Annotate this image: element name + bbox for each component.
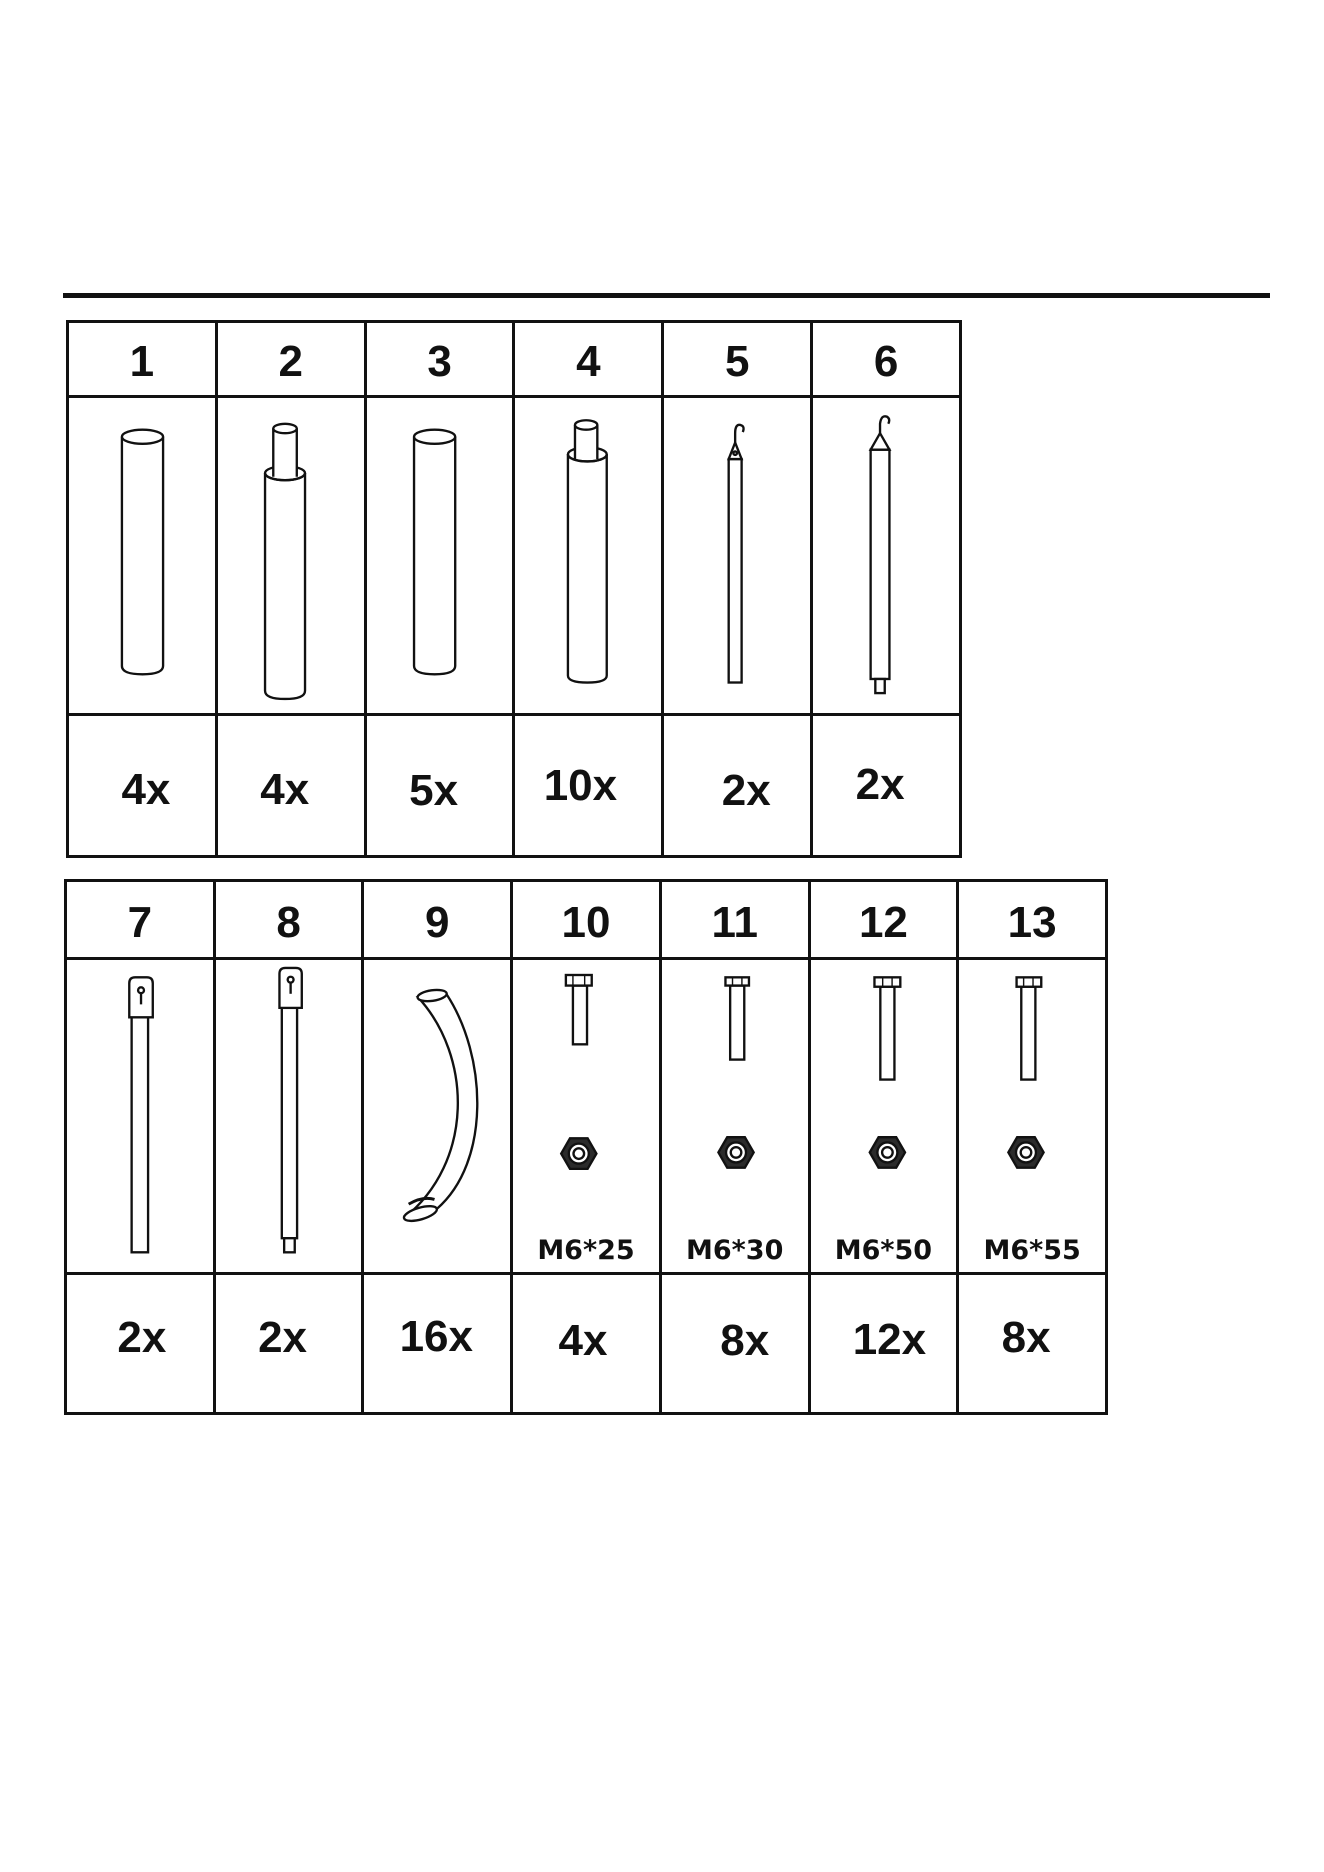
bolt-size-label: M6*50: [834, 1235, 933, 1266]
bolt-size-label: M6*25: [537, 1235, 635, 1266]
part-drawing-cell: [218, 398, 367, 716]
part-1-tube-drawing: [69, 398, 215, 713]
part-drawing-cell: [662, 960, 811, 1275]
part-drawing-cell: [959, 960, 1108, 1275]
part-number: 2: [218, 323, 367, 398]
part-9-curved-rib-drawing: [364, 960, 510, 1272]
part-number: 4: [515, 323, 664, 398]
part-quantity: 8x: [959, 1275, 1108, 1415]
part-2-tube-drawing: [218, 398, 364, 713]
nut-drawing: [561, 1138, 596, 1169]
nut-drawing: [869, 1137, 904, 1168]
part-5-hook-rod-drawing: [664, 398, 810, 713]
part-drawing-cell: [69, 398, 218, 716]
parts-table-2: [64, 879, 1108, 1415]
bolt-drawing: [725, 977, 749, 1059]
bolt-drawing: [1017, 977, 1042, 1079]
nut-drawing: [1009, 1137, 1044, 1168]
part-3-tube-drawing: [367, 398, 513, 713]
part-drawing-cell: [813, 398, 962, 716]
part-drawing-cell: [515, 398, 664, 716]
bolt-size-label: M6*30: [686, 1235, 784, 1266]
nut-drawing: [718, 1137, 753, 1168]
part-quantity: 16x: [364, 1275, 513, 1415]
part-number: 6: [813, 323, 962, 398]
bolt-size-label: M6*55: [983, 1235, 1081, 1266]
part-10-bolt-nut-drawing: [513, 960, 659, 1272]
part-quantity: 4x: [218, 716, 367, 858]
part-number: 12: [811, 882, 960, 960]
part-8-strap-drawing: [216, 960, 362, 1272]
part-number: 9: [364, 882, 513, 960]
part-drawing-cell: [367, 398, 516, 716]
part-number: 8: [216, 882, 365, 960]
part-number: 13: [959, 882, 1108, 960]
bolt-drawing: [874, 977, 900, 1079]
part-6-hook-rod-drawing: [813, 398, 959, 713]
bolt-drawing: [566, 975, 592, 1044]
part-drawing-cell: [67, 960, 216, 1275]
part-quantity: 2x: [216, 1275, 365, 1415]
part-quantity: 2x: [67, 1275, 216, 1415]
part-7-strap-drawing: [67, 960, 213, 1272]
part-drawing-cell: [513, 960, 662, 1275]
part-12-bolt-nut-drawing: [811, 960, 957, 1272]
divider-rule: [63, 293, 1270, 298]
part-drawing-cell: [364, 960, 513, 1275]
part-number: 11: [662, 882, 811, 960]
part-11-bolt-nut-drawing: [662, 960, 808, 1272]
part-quantity: 2x: [664, 716, 813, 858]
part-quantity: 4x: [69, 716, 218, 858]
part-quantity: 8x: [662, 1275, 811, 1415]
part-number: 10: [513, 882, 662, 960]
part-quantity: 5x: [367, 716, 516, 858]
part-number: 5: [664, 323, 813, 398]
part-number: 1: [69, 323, 218, 398]
part-drawing-cell: [811, 960, 960, 1275]
part-quantity: 12x: [811, 1275, 960, 1415]
part-drawing-cell: [216, 960, 365, 1275]
part-quantity: 2x: [813, 716, 962, 858]
part-quantity: 10x: [515, 716, 664, 858]
parts-table-1: [66, 320, 962, 858]
part-number: 3: [367, 323, 516, 398]
part-quantity: 4x: [513, 1275, 662, 1415]
part-drawing-cell: [664, 398, 813, 716]
part-4-tube-drawing: [515, 398, 661, 713]
part-13-bolt-nut-drawing: [959, 960, 1105, 1272]
part-number: 7: [67, 882, 216, 960]
